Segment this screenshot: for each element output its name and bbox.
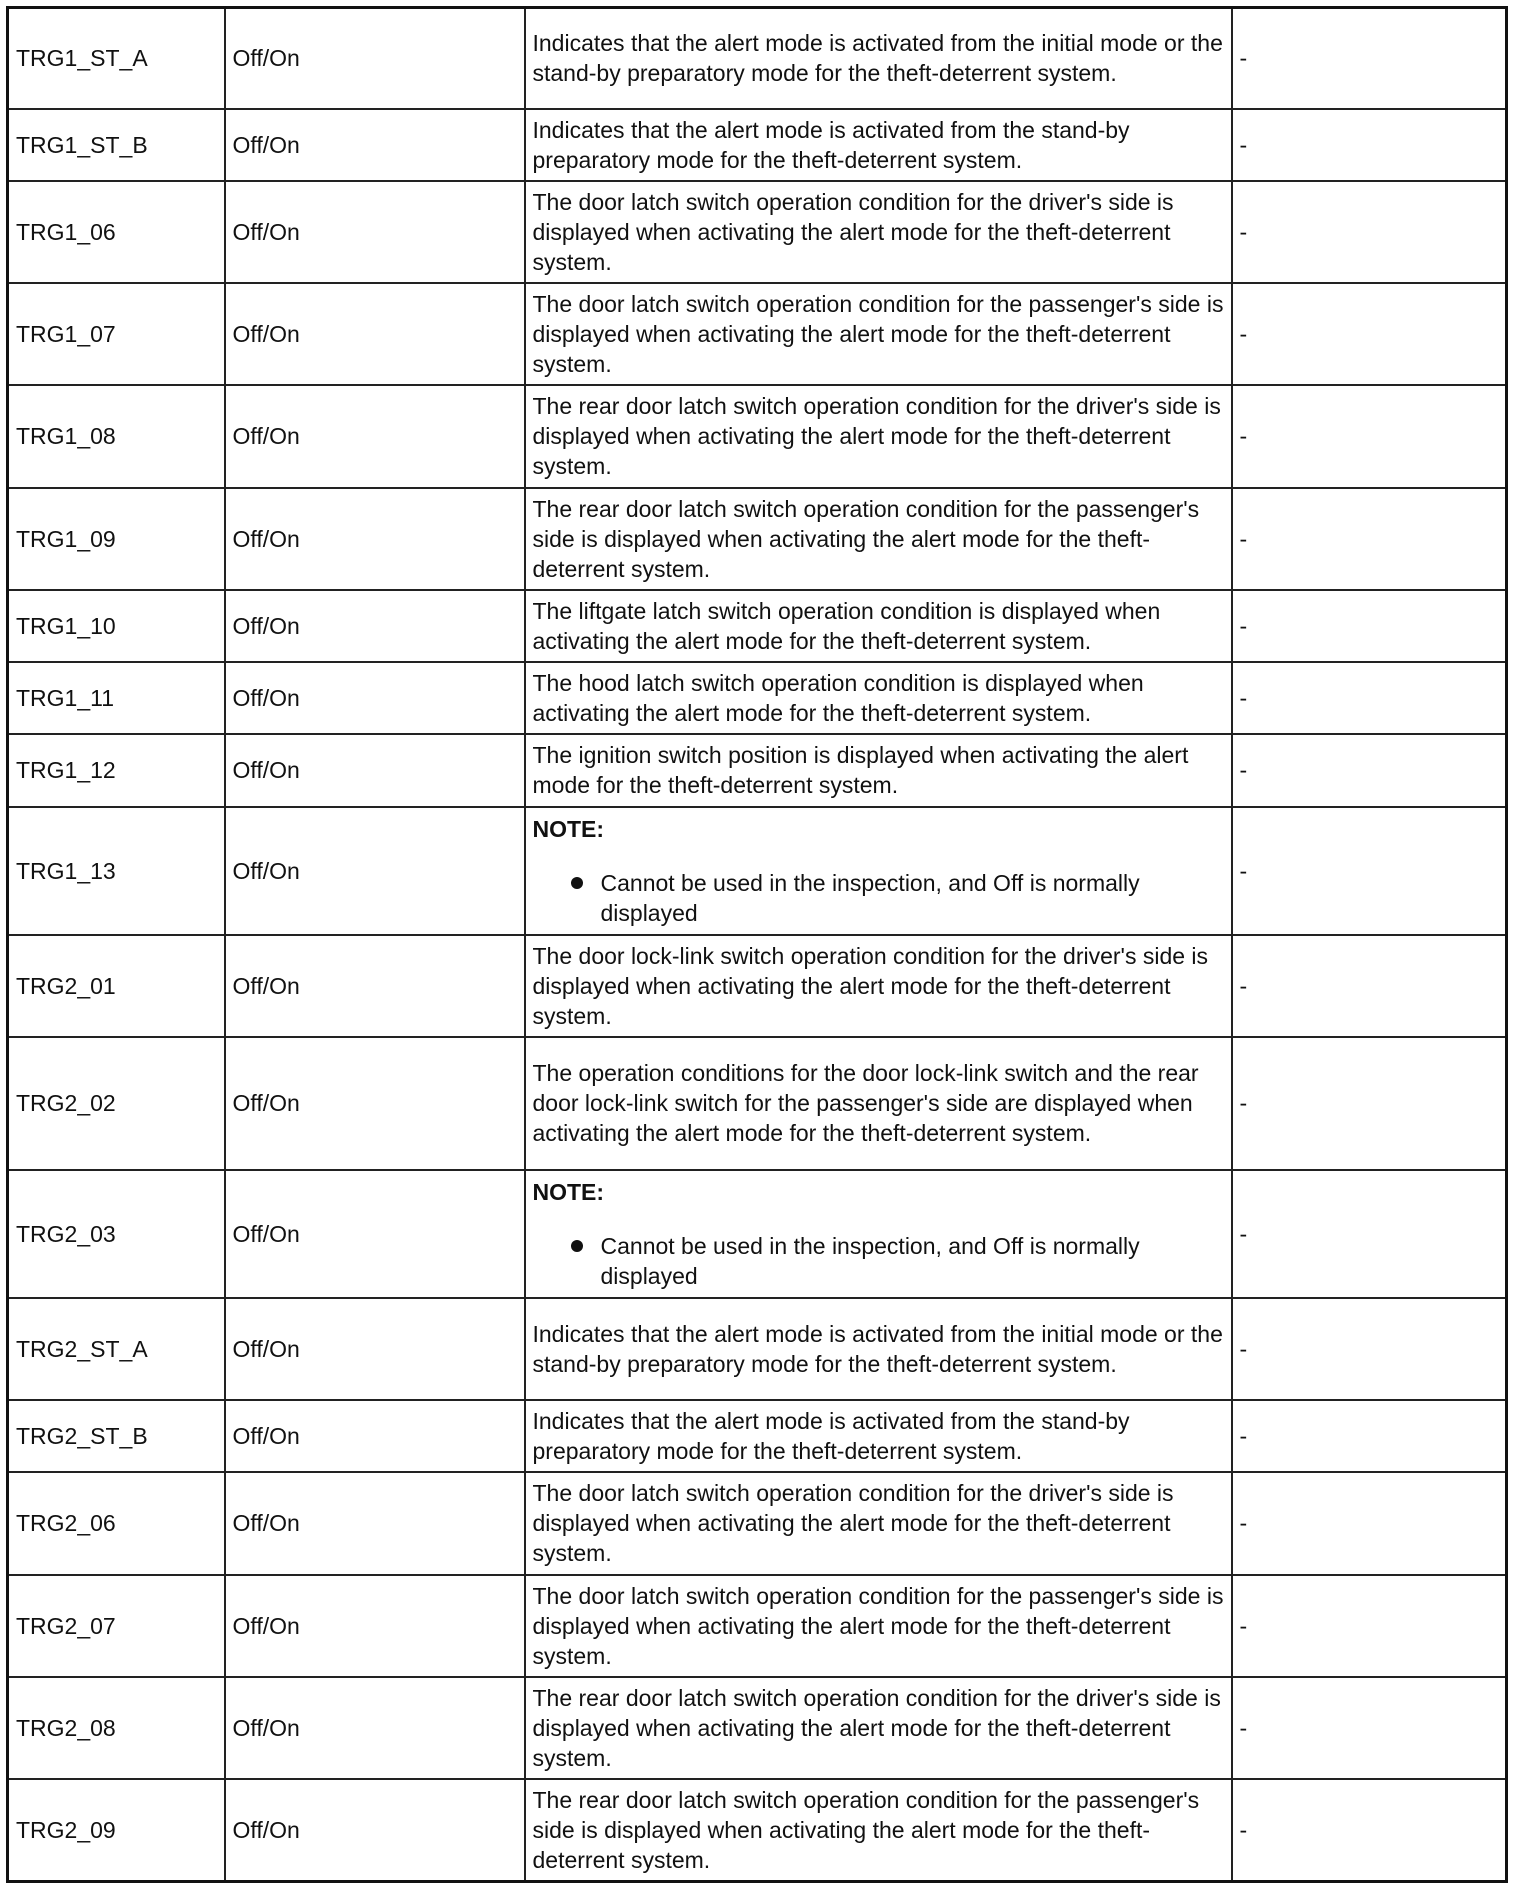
item-normal-condition: - bbox=[1232, 590, 1507, 662]
item-description: The rear door latch switch operation condition for the passenger's side is displayed when activating the alert mode for the theft-deterrent system. bbox=[525, 488, 1232, 590]
table-row bbox=[8, 734, 1507, 807]
note-heading: NOTE: bbox=[532, 1178, 605, 1205]
item-description: The operation conditions for the door lock-link switch and the rear door lock-link switch for the passenger's side are displayed when activating the alert mode for the theft-deterrent system. bbox=[525, 1037, 1232, 1170]
item-name: TRG2_03 bbox=[8, 1170, 225, 1298]
note-bullet: Cannot be used in the inspection, and Off is normally displayed bbox=[601, 1231, 1225, 1291]
item-name: TRG2_08 bbox=[8, 1677, 225, 1779]
item-range: Off/On bbox=[225, 1037, 525, 1170]
table-row bbox=[8, 1170, 1507, 1298]
note-list bbox=[533, 1231, 1225, 1291]
item-normal-condition: - bbox=[1232, 1472, 1507, 1575]
item-normal-condition: - bbox=[1232, 488, 1507, 590]
item-name: TRG2_ST_A bbox=[8, 1298, 225, 1400]
item-normal-condition: - bbox=[1232, 1779, 1507, 1882]
item-normal-condition: - bbox=[1232, 8, 1507, 109]
item-normal-condition: - bbox=[1232, 385, 1507, 488]
item-description: The rear door latch switch operation condition for the passenger's side is displayed when activating the alert mode for the theft-deterrent system. bbox=[525, 1779, 1232, 1882]
table-row bbox=[8, 1779, 1507, 1882]
item-description: The door latch switch operation condition for the passenger's side is displayed when activating the alert mode for the theft-deterrent system. bbox=[525, 1575, 1232, 1677]
item-description: The hood latch switch operation condition is displayed when activating the alert mode for the theft-deterrent system. bbox=[525, 662, 1232, 734]
item-range: Off/On bbox=[225, 283, 525, 385]
item-range: Off/On bbox=[225, 1779, 525, 1882]
item-description: The door latch switch operation condition for the driver's side is displayed when activating the alert mode for the theft-deterrent system. bbox=[525, 1472, 1232, 1575]
item-name: TRG2_ST_B bbox=[8, 1400, 225, 1472]
table-row bbox=[8, 662, 1507, 734]
item-name: TRG1_10 bbox=[8, 590, 225, 662]
table-row bbox=[8, 283, 1507, 385]
item-name: TRG1_12 bbox=[8, 734, 225, 807]
item-range: Off/On bbox=[225, 109, 525, 181]
table-row bbox=[8, 1037, 1507, 1170]
item-description: The door latch switch operation condition for the driver's side is displayed when activating the alert mode for the theft-deterrent system. bbox=[525, 181, 1232, 283]
table-row bbox=[8, 935, 1507, 1037]
table-row bbox=[8, 109, 1507, 181]
item-name: TRG2_02 bbox=[8, 1037, 225, 1170]
item-range: Off/On bbox=[225, 662, 525, 734]
item-description: The rear door latch switch operation condition for the driver's side is displayed when activating the alert mode for the theft-deterrent system. bbox=[525, 385, 1232, 488]
item-range: Off/On bbox=[225, 590, 525, 662]
item-name: TRG1_07 bbox=[8, 283, 225, 385]
table-row bbox=[8, 1298, 1507, 1400]
item-description: The liftgate latch switch operation condition is displayed when activating the alert mode for the theft-deterrent system. bbox=[525, 590, 1232, 662]
item-range: Off/On bbox=[225, 488, 525, 590]
item-note bbox=[525, 807, 1232, 935]
item-range: Off/On bbox=[225, 181, 525, 283]
table-row bbox=[8, 807, 1507, 935]
table-row bbox=[8, 8, 1507, 109]
item-range: Off/On bbox=[225, 807, 525, 935]
table-row bbox=[8, 1575, 1507, 1677]
item-normal-condition: - bbox=[1232, 1575, 1507, 1677]
item-range: Off/On bbox=[225, 1170, 525, 1298]
item-name: TRG2_01 bbox=[8, 935, 225, 1037]
table-row bbox=[8, 385, 1507, 488]
item-range: Off/On bbox=[225, 734, 525, 807]
item-range: Off/On bbox=[225, 1575, 525, 1677]
table-row bbox=[8, 181, 1507, 283]
item-name: TRG1_11 bbox=[8, 662, 225, 734]
item-normal-condition: - bbox=[1232, 662, 1507, 734]
item-name: TRG1_ST_A bbox=[8, 8, 225, 109]
item-normal-condition: - bbox=[1232, 807, 1507, 935]
item-description: The door latch switch operation condition for the passenger's side is displayed when activating the alert mode for the theft-deterrent system. bbox=[525, 283, 1232, 385]
item-description: The door lock-link switch operation condition for the driver's side is displayed when activating the alert mode for the theft-deterrent system. bbox=[525, 935, 1232, 1037]
item-description: Indicates that the alert mode is activated from the initial mode or the stand-by preparatory mode for the theft-deterrent system. bbox=[525, 1298, 1232, 1400]
item-name: TRG1_ST_B bbox=[8, 109, 225, 181]
item-range: Off/On bbox=[225, 1472, 525, 1575]
item-name: TRG2_09 bbox=[8, 1779, 225, 1882]
item-description: Indicates that the alert mode is activated from the initial mode or the stand-by preparatory mode for the theft-deterrent system. bbox=[525, 8, 1232, 109]
item-normal-condition: - bbox=[1232, 1677, 1507, 1779]
item-name: TRG1_13 bbox=[8, 807, 225, 935]
item-range: Off/On bbox=[225, 935, 525, 1037]
item-normal-condition: - bbox=[1232, 283, 1507, 385]
item-normal-condition: - bbox=[1232, 109, 1507, 181]
note-list bbox=[533, 868, 1225, 928]
item-name: TRG2_06 bbox=[8, 1472, 225, 1575]
item-name: TRG1_09 bbox=[8, 488, 225, 590]
item-range: Off/On bbox=[225, 8, 525, 109]
note-heading: NOTE: bbox=[532, 815, 605, 842]
item-range: Off/On bbox=[225, 1400, 525, 1472]
item-description: Indicates that the alert mode is activated from the stand-by preparatory mode for the theft-deterrent system. bbox=[525, 109, 1232, 181]
item-normal-condition: - bbox=[1232, 1400, 1507, 1472]
data-monitor-table bbox=[6, 6, 1508, 1883]
item-name: TRG1_06 bbox=[8, 181, 225, 283]
item-normal-condition: - bbox=[1232, 1037, 1507, 1170]
item-normal-condition: - bbox=[1232, 181, 1507, 283]
note-bullet: Cannot be used in the inspection, and Off is normally displayed bbox=[601, 868, 1225, 928]
table-row bbox=[8, 1472, 1507, 1575]
table-row bbox=[8, 590, 1507, 662]
table-row bbox=[8, 1400, 1507, 1472]
table-row bbox=[8, 488, 1507, 590]
item-range: Off/On bbox=[225, 385, 525, 488]
item-normal-condition: - bbox=[1232, 1298, 1507, 1400]
item-range: Off/On bbox=[225, 1298, 525, 1400]
table-row bbox=[8, 1677, 1507, 1779]
item-description: The rear door latch switch operation condition for the driver's side is displayed when activating the alert mode for the theft-deterrent system. bbox=[525, 1677, 1232, 1779]
item-normal-condition: - bbox=[1232, 734, 1507, 807]
item-description: Indicates that the alert mode is activated from the stand-by preparatory mode for the theft-deterrent system. bbox=[525, 1400, 1232, 1472]
item-note bbox=[525, 1170, 1232, 1298]
item-range: Off/On bbox=[225, 1677, 525, 1779]
item-description: The ignition switch position is displayed when activating the alert mode for the theft-deterrent system. bbox=[525, 734, 1232, 807]
item-name: TRG2_07 bbox=[8, 1575, 225, 1677]
item-name: TRG1_08 bbox=[8, 385, 225, 488]
item-normal-condition: - bbox=[1232, 935, 1507, 1037]
item-normal-condition: - bbox=[1232, 1170, 1507, 1298]
